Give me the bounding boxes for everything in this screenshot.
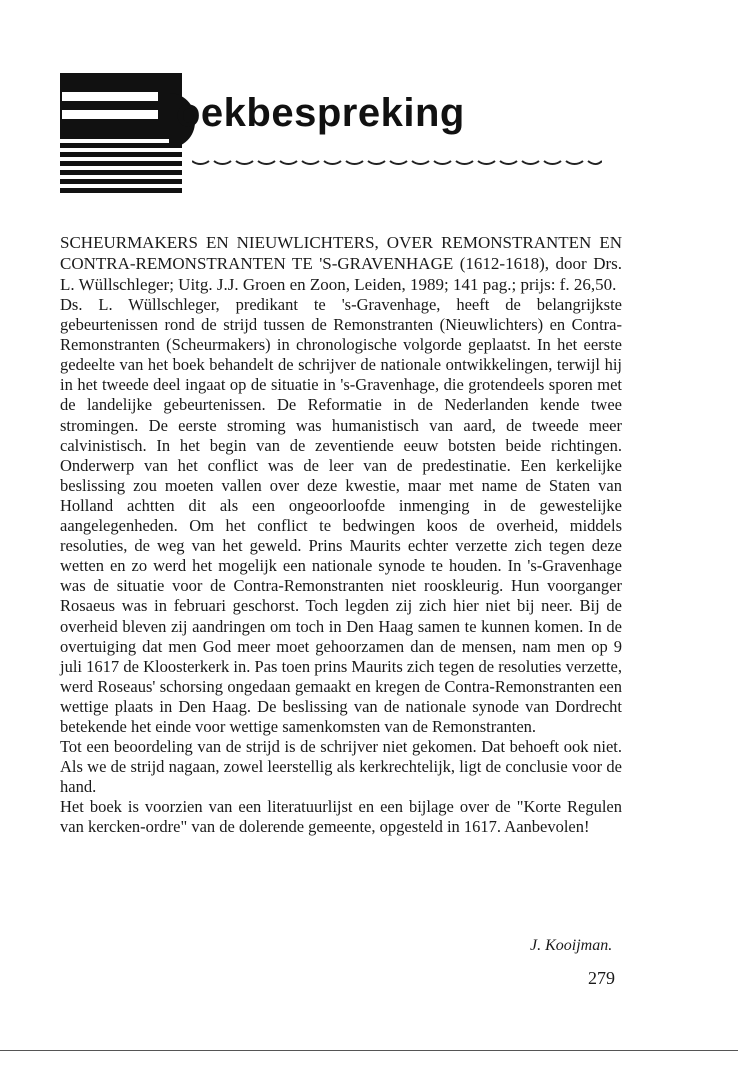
page-heading: oekbespreking [176, 91, 465, 135]
paragraph-3: Het boek is voorzien van een literatuurlijst en een bijlage over de "Korte Regulen van kercken-ordre" van de dolerende gemeente, opgesteld in 1617. Aanbevolen! [60, 797, 622, 837]
book-title: SCHEURMAKERS EN NIEUWLICHTERS, OVER REMONSTRANTEN EN CONTRA-REMONSTRANTEN TE 'S-GRAVENHAGE (1612-1618), door Drs. L. Wüllschleger; Uitg. J.J. Groen en Zoon, Leiden, 1989; 141 pag.; prijs: f. 26,50. [60, 233, 622, 294]
logo-b-icon [60, 73, 182, 196]
paragraph-2: Tot een beoordeling van de strijd is de schrijver niet gekomen. Dat behoeft ook niet. Als we de strijd nagaan, zowel leerstellig als kerkrechtelijk, ligt de conclusie voor de hand. [60, 737, 622, 797]
footer-divider [0, 1050, 738, 1051]
author-signature: J. Kooijman. [530, 937, 613, 954]
review-body [60, 232, 622, 838]
page-number: 279 [588, 968, 615, 988]
paragraph-1: Ds. L. Wüllschleger, predikant te 's-Gravenhage, heeft de belangrijkste gebeurtenissen rond de strijd tussen de Remonstranten (Nieuwlichters) en Contra-Remonstranten (Scheurmakers) in chronologische volgorde geplaatst. In het eerste gedeelte van het boek behandelt de schrijver de nationale ontwikkelingen, terwijl hij in het tweede deel ingaat op de situatie in 's-Gravenhage, die grotendeels sporen met de landelijke gebeurtenissen. De Reformatie in de Nederlanden kende twee stromingen. De eerste stroming was humanistisch van aard, de tweede meer calvinistisch. In het begin van de zeventiende eeuw botsten beide richtingen. Onderwerp van het conflict was de leer van de predestinatie. Een kerkelijke beslissing zou moeten vallen over deze kwestie, maar met name de Staten van Holland achtten dit als een ongeoorloofde inmenging in de gewestelijke aangelegenheden. Om het conflict te bedwingen koos de overheid, middels resoluties, de weg van het geweld. Prins Maurits echter verzette zich tegen deze wetten en zo werd het mogelijk een nationale synode te houden. In 's-Gravenhage was de situatie voor de Contra-Remonstranten niet rooskleurig. Hun voorganger Rosaeus was in februari geschorst. Toch legden zij zich hier niet bij neer. Bij de overheid bleven zij aandringen om toch in Den Haag samen te kunnen komen. In de overtuiging dat men God meer moet gehoorzamen dan de mensen, nam men op 9 juli 1617 de Kloosterkerk in. Pas toen prins Maurits zich tegen de resoluties verzette, werd Roseaus' schorsing ongedaan gemaakt en kregen de Contra-Remonstranten een wettige plaats in Den Haag. De beslissing van de nationale synode van Dordrecht betekende het einde voor wettige samenkomsten van de Remonstranten. [60, 295, 622, 736]
decorative-dash-line [192, 158, 602, 168]
